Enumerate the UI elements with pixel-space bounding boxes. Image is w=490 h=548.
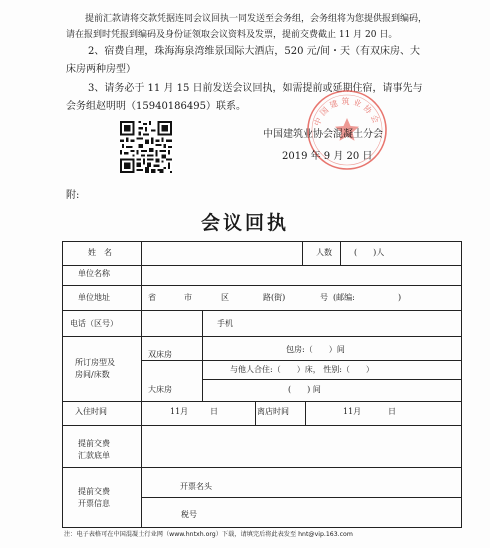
shared-room-option[interactable]: 与他人合住:（ ）床， 性别:（ ） (230, 365, 374, 374)
checkout-label: 离店时间 (257, 407, 289, 416)
item-3-line-1: 3、请务必于 11 月 15 日前发送会议回执，如需提前或延期住宿，请事先与 (88, 83, 423, 94)
address-number: 号 (320, 293, 328, 302)
checkin-month[interactable]: 11月 (170, 407, 189, 416)
intro-line-2: 请在报到时凭报到编码及身份证领取会议资料及发票，提前交费截止 11 月 20 日。 (66, 30, 398, 40)
attachment-label: 附: (66, 190, 80, 201)
checkin-day[interactable]: 日 (210, 407, 218, 416)
king-room-label: 大床房 (148, 385, 172, 394)
people-count-label: 人数 (316, 248, 332, 257)
form-title: 会议回执 (201, 212, 290, 234)
item-2-line-1: 2、宿费自理，珠海海泉湾维景国际大酒店，520 元/间・天（有双床房、大 (88, 46, 420, 57)
issuer-organization: 中国建筑业协会混凝土分会 (263, 129, 383, 140)
checkout-month[interactable]: 11月 (343, 407, 362, 416)
whole-room-option[interactable]: 包房:（ ）间 (286, 345, 345, 354)
room-type-label-2: 房间/床数 (75, 370, 110, 379)
prepay-slip-label-1: 提前交费 (78, 439, 110, 448)
mobile-label: 手机 (217, 319, 233, 328)
intro-line-1: 提前汇款请将交款凭据连同会议回执一同发送至会务组，会务组将为您提供报到编码， (85, 14, 428, 24)
phone-label: 电话（区号） (70, 319, 118, 328)
checkout-day[interactable]: 日 (388, 407, 396, 416)
people-count-field[interactable]: ( )人 (354, 248, 385, 257)
item-2-line-2: 床房两种房型） (66, 64, 136, 75)
qr-code-icon (120, 121, 172, 173)
name-label: 姓 名 (88, 248, 112, 257)
address-road: 路(街) (263, 293, 286, 302)
twin-room-label: 双床房 (148, 350, 172, 359)
address-zipcode-close: ) (398, 293, 402, 302)
address-zipcode: (邮编: (333, 293, 355, 302)
room-type-label-1: 所订房型及 (75, 358, 115, 367)
address-city: 市 (184, 293, 192, 302)
unit-address-label: 单位地址 (78, 293, 110, 302)
address-district: 区 (221, 293, 229, 302)
issue-date: 2019 年 9 月 20 日 (282, 151, 373, 162)
footnote: 注：电子表格可在中国混凝土行业网（www.hntxh.org）下载，请填完后将此表发至 hnt@vip.163.com (64, 531, 353, 538)
invoice-title-label: 开票名头 (180, 482, 212, 491)
unit-name-label: 单位名称 (78, 269, 110, 278)
prepay-slip-label-2: 汇款底单 (78, 451, 110, 460)
item-3-line-2: 会务组赵明明（15940186495）联系。 (66, 101, 246, 112)
invoice-info-label-2: 开票信息 (78, 499, 110, 508)
checkin-label: 入住时间 (75, 407, 107, 416)
invoice-info-label-1: 提前交费 (78, 487, 110, 496)
receipt-form-table (62, 241, 462, 528)
king-room-count[interactable]: ( ) 间 (288, 385, 321, 394)
address-province: 省 (148, 293, 156, 302)
tax-id-label: 税号 (181, 510, 197, 519)
seal-text: 中国建筑业协会 (312, 97, 382, 128)
